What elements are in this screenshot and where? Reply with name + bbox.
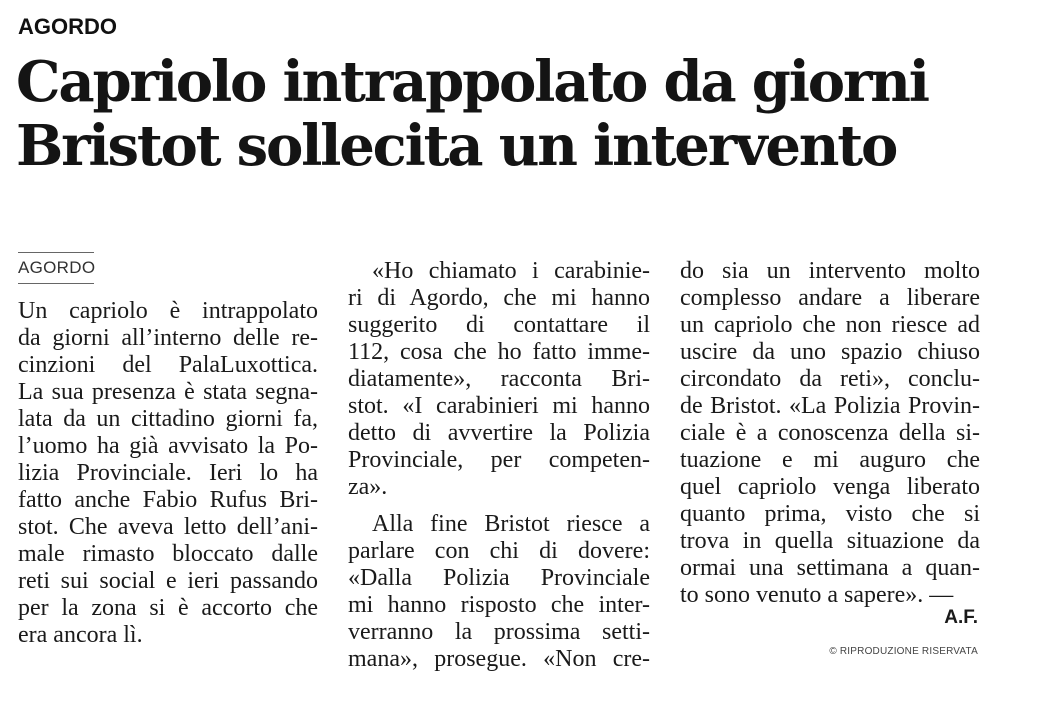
text-line: lata da un cittadino giorni fa, bbox=[18, 406, 318, 432]
text-line: stot. «I carabinieri mi hanno bbox=[348, 393, 650, 419]
paragraph bbox=[18, 298, 318, 649]
text-line: to sono venuto a sapere». — bbox=[680, 582, 954, 608]
dateline-rule-bottom bbox=[18, 283, 94, 284]
text-line: stot. Che aveva letto dell’ani- bbox=[18, 514, 318, 540]
text-line: parlare con chi di dovere: bbox=[348, 538, 650, 564]
text-line: ciale è a conoscenza della si- bbox=[680, 420, 980, 446]
text-line: cinzioni del PalaLuxottica. bbox=[18, 352, 318, 378]
headline-line-1: Capriolo intrappolato da giorni bbox=[16, 49, 928, 115]
headline bbox=[16, 50, 1026, 178]
text-line: era ancora lì. bbox=[18, 622, 143, 648]
text-line: uscire da uno spazio chiuso bbox=[680, 339, 980, 365]
text-line: per la zona si è accorto che bbox=[18, 595, 318, 621]
text-line: Alla fine Bristot riesce a bbox=[372, 511, 650, 537]
dateline: AGORDO bbox=[18, 258, 96, 277]
text-line: ri di Agordo, che mi hanno bbox=[348, 285, 650, 311]
text-line: detto di avvertire la Polizia bbox=[348, 420, 650, 446]
text-line: mi hanno risposto che inter- bbox=[348, 592, 650, 618]
text-line: Provinciale, per competen- bbox=[348, 447, 650, 473]
text-line: za». bbox=[348, 474, 388, 500]
text-line: tuazione e mi auguro che bbox=[680, 447, 980, 473]
text-line: verranno la prossima setti- bbox=[348, 619, 650, 645]
text-line: reti sui social e ieri passando bbox=[18, 568, 318, 594]
article-column-1 bbox=[18, 252, 318, 649]
text-line: diatamente», racconta Bri- bbox=[348, 366, 650, 392]
text-line: ormai una settimana a quan- bbox=[680, 555, 980, 581]
author-initials: A.F. bbox=[944, 607, 978, 628]
text-line: «Ho chiamato i carabinie- bbox=[372, 258, 650, 284]
text-line: do sia un intervento molto bbox=[680, 258, 980, 284]
text-line: trova in quella situazione da bbox=[680, 528, 980, 554]
paragraph bbox=[348, 511, 650, 673]
text-line: fatto anche Fabio Rufus Bri- bbox=[18, 487, 318, 513]
text-line: La sua presenza è stata segna- bbox=[18, 379, 318, 405]
text-line: un capriolo che non riesce ad bbox=[680, 312, 980, 338]
text-line: Un capriolo è intrappolato bbox=[18, 298, 318, 324]
text-line: «Dalla Polizia Provinciale bbox=[348, 565, 650, 591]
text-line: male rimasto bloccato dalle bbox=[18, 541, 318, 567]
text-line: circondato da reti», conclu- bbox=[680, 366, 980, 392]
text-line: mana», prosegue. «Non cre- bbox=[348, 646, 650, 672]
article-column-3 bbox=[680, 258, 980, 609]
text-line: lizia Provinciale. Ieri lo ha bbox=[18, 460, 318, 486]
text-line: 112, cosa che ho fatto imme- bbox=[348, 339, 650, 365]
text-line: l’uomo ha già avvisato la Po- bbox=[18, 433, 318, 459]
text-line: suggerito di contattare il bbox=[348, 312, 650, 338]
article-column-2 bbox=[348, 258, 650, 673]
paragraph bbox=[680, 258, 980, 609]
headline-line-2: Bristot sollecita un intervento bbox=[16, 113, 897, 179]
paragraph bbox=[348, 258, 650, 501]
text-line: da giorni all’interno delle re- bbox=[18, 325, 318, 351]
text-line: complesso andare a liberare bbox=[680, 285, 980, 311]
text-line: de Bristot. «La Polizia Provin- bbox=[680, 393, 980, 419]
section-kicker: AGORDO bbox=[18, 14, 117, 39]
text-line: quel capriolo venga liberato bbox=[680, 474, 980, 500]
text-line: quanto prima, visto che si bbox=[680, 501, 980, 527]
copyright-notice: © RIPRODUZIONE RISERVATA bbox=[829, 646, 978, 657]
